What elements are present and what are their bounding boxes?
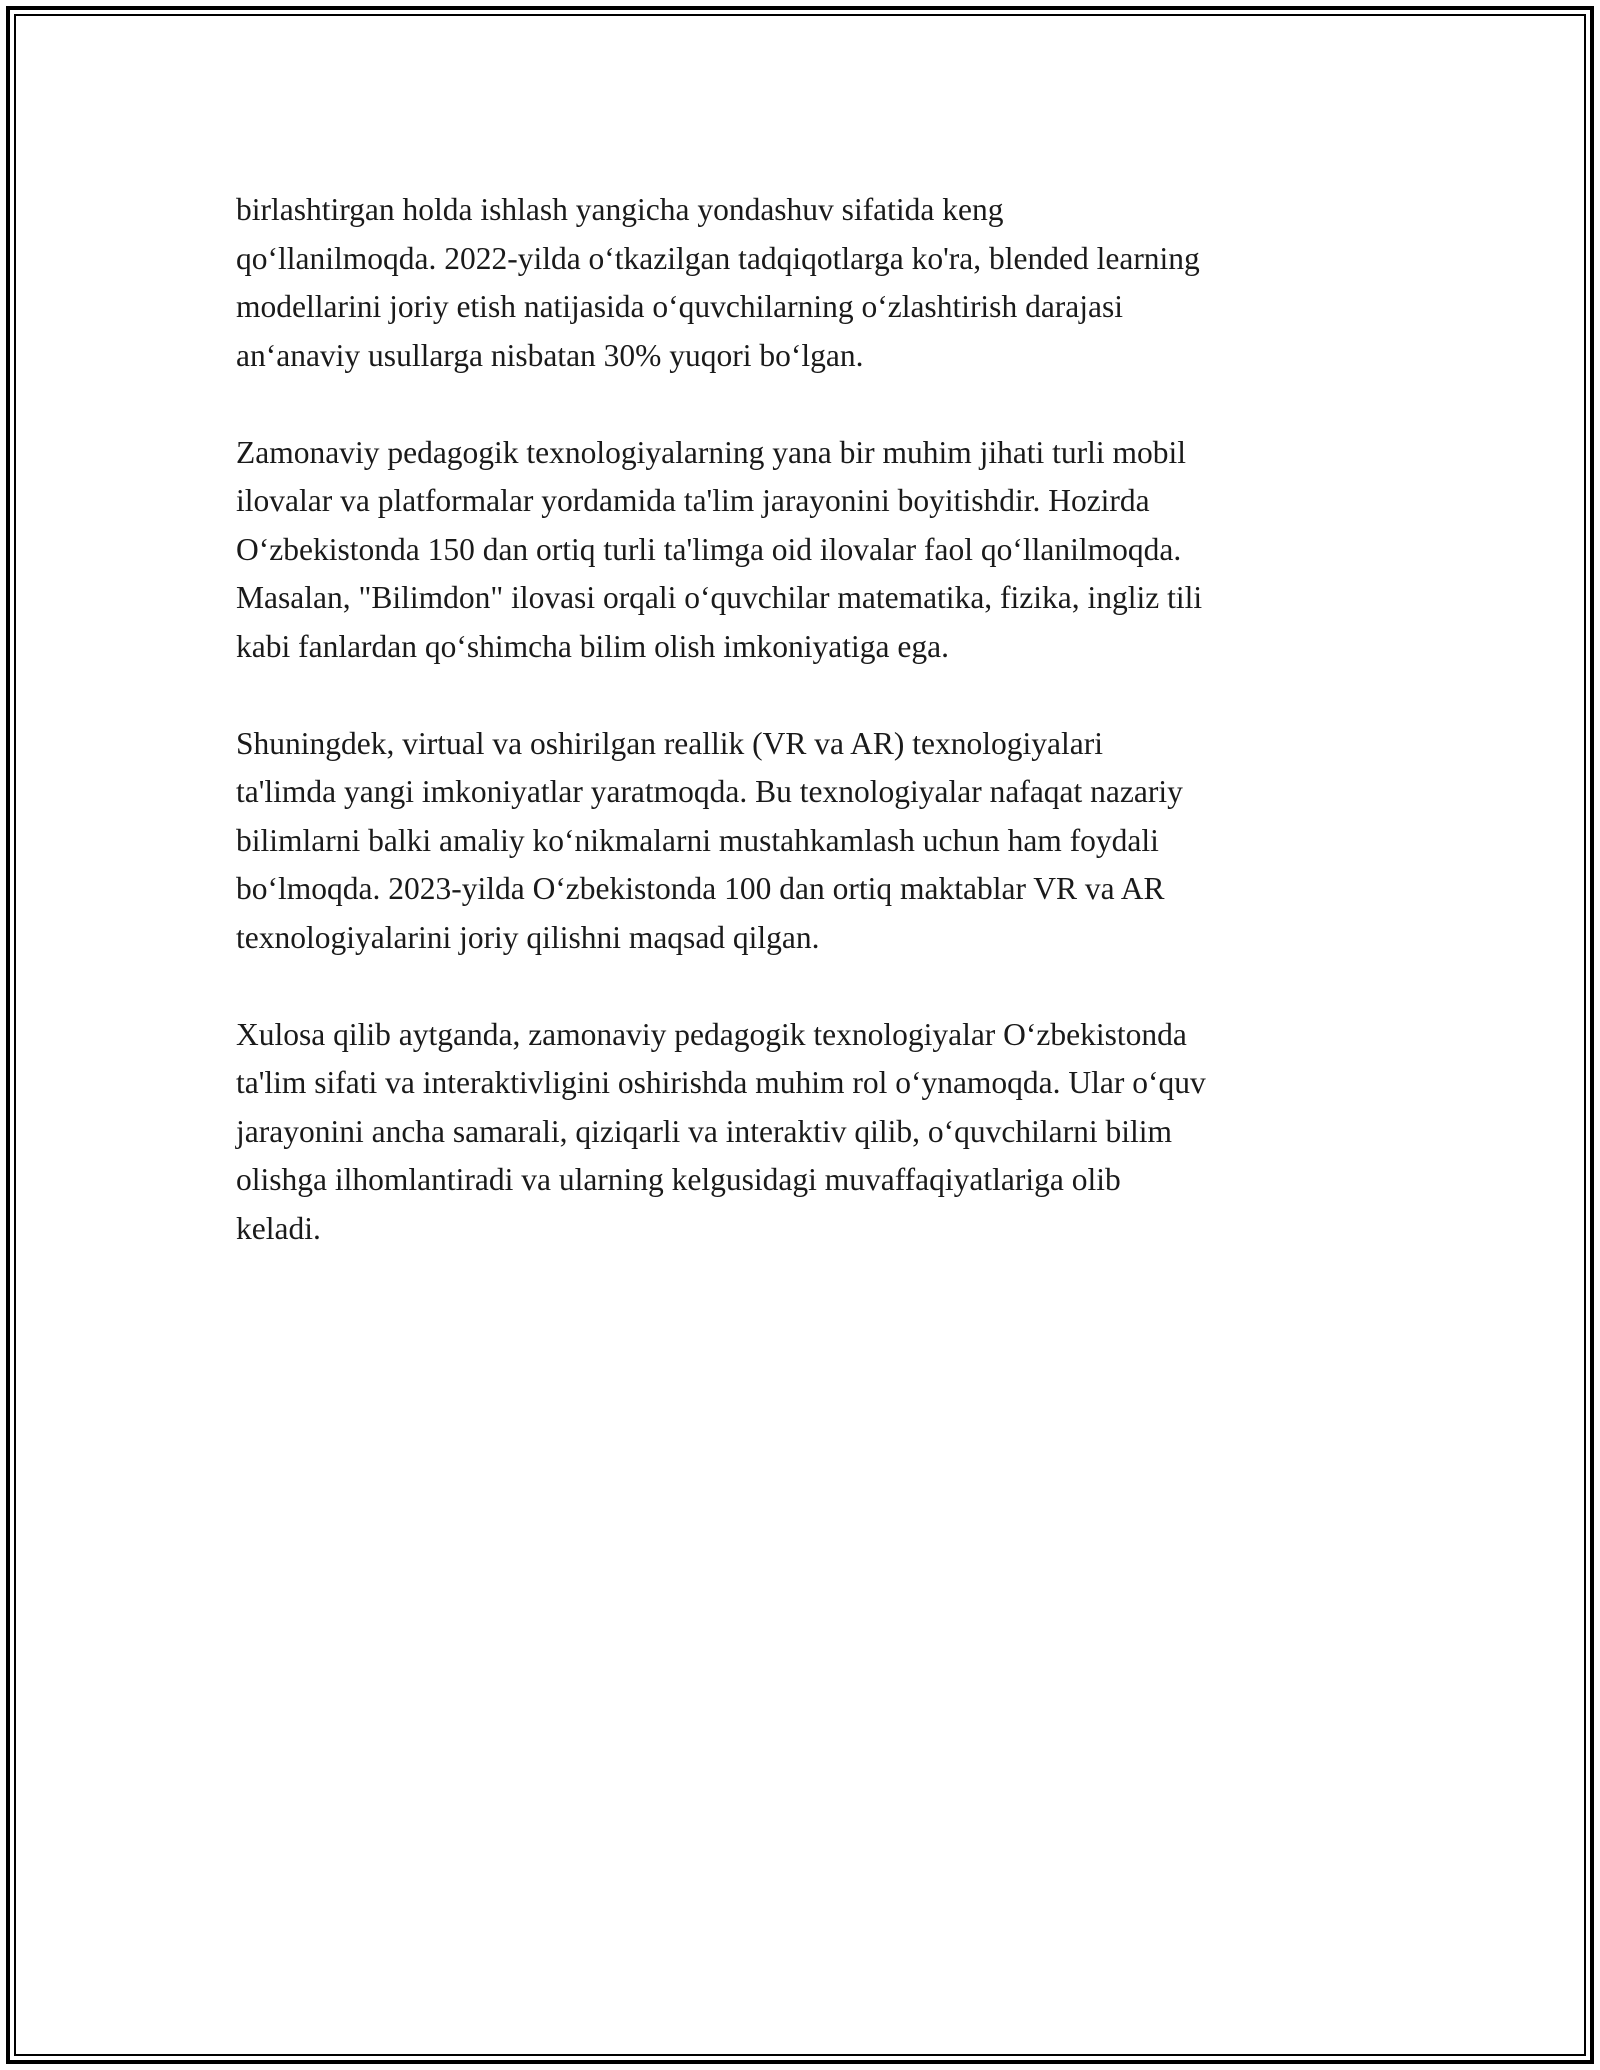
text-line: ta'lim sifati va interaktivligini oshirishda muhim rol o‘ynamoqda. Ular o‘quv (236, 1065, 1206, 1100)
text-line: qo‘llanilmoqda. 2022-yilda o‘tkazilgan tadqiqotlarga ko'ra, blended learning (236, 240, 1200, 276)
text-line: modellarini joriy etish natijasida o‘quvchilarning o‘zlashtirish darajasi (236, 289, 1124, 324)
document-body (236, 186, 1366, 1302)
text-line: texnologiyalarini joriy qilishni maqsad qilgan. (236, 919, 820, 955)
text-line: ta'limda yangi imkoniyatlar yaratmoqda. Bu texnologiyalar nafaqat nazariy (236, 774, 1183, 809)
text-line: olishga ilhomlantiradi va ularning kelgusidagi muvaffaqiyatlariga olib (236, 1162, 1121, 1197)
text-line: jarayonini ancha samarali, qiziqarli va interaktiv qilib, o‘quvchilarni bilim (236, 1113, 1172, 1149)
paragraph-conclusion (236, 1011, 1366, 1254)
text-line: bo‘lmoqda. 2023-yilda O‘zbekistonda 100 dan ortiq maktablar VR va AR (236, 871, 1165, 906)
text-line: bilimlarni balki amaliy ko‘nikmalarni mustahkamlash uchun ham foydali (236, 822, 1159, 858)
paragraph-vr-ar (236, 720, 1366, 963)
text-line: Masalan, "Bilimdon" ilovasi orqali o‘quvchilar matematika, fizika, ingliz tili (236, 580, 1203, 615)
text-line: kabi fanlardan qo‘shimcha bilim olish imkoniyatiga ega. (236, 628, 949, 664)
text-line: keladi. (236, 1210, 321, 1246)
text-line: O‘zbekistonda 150 dan ortiq turli ta'limga oid ilovalar faol qo‘llanilmoqda. (236, 531, 1182, 567)
text-line: Xulosa qilib aytganda, zamonaviy pedagogik texnologiyalar O‘zbekistonda (236, 1016, 1187, 1052)
text-line: an‘anaviy usullarga nisbatan 30% yuqori bo‘lgan. (236, 337, 864, 373)
text-line: ilovalar va platformalar yordamida ta'lim jarayonini boyitishdir. Hozirda (236, 483, 1150, 518)
text-line: birlashtirgan holda ishlash yangicha yondashuv sifatida keng (236, 192, 1004, 227)
text-line: Zamonaviy pedagogik texnologiyalarning yana bir muhim jihati turli mobil (236, 434, 1187, 470)
paragraph-mobile-apps (236, 429, 1366, 672)
text-line: Shuningdek, virtual va oshirilgan reallik (VR va AR) texnologiyalari (236, 725, 1103, 761)
paragraph-blended-learning (236, 186, 1366, 380)
